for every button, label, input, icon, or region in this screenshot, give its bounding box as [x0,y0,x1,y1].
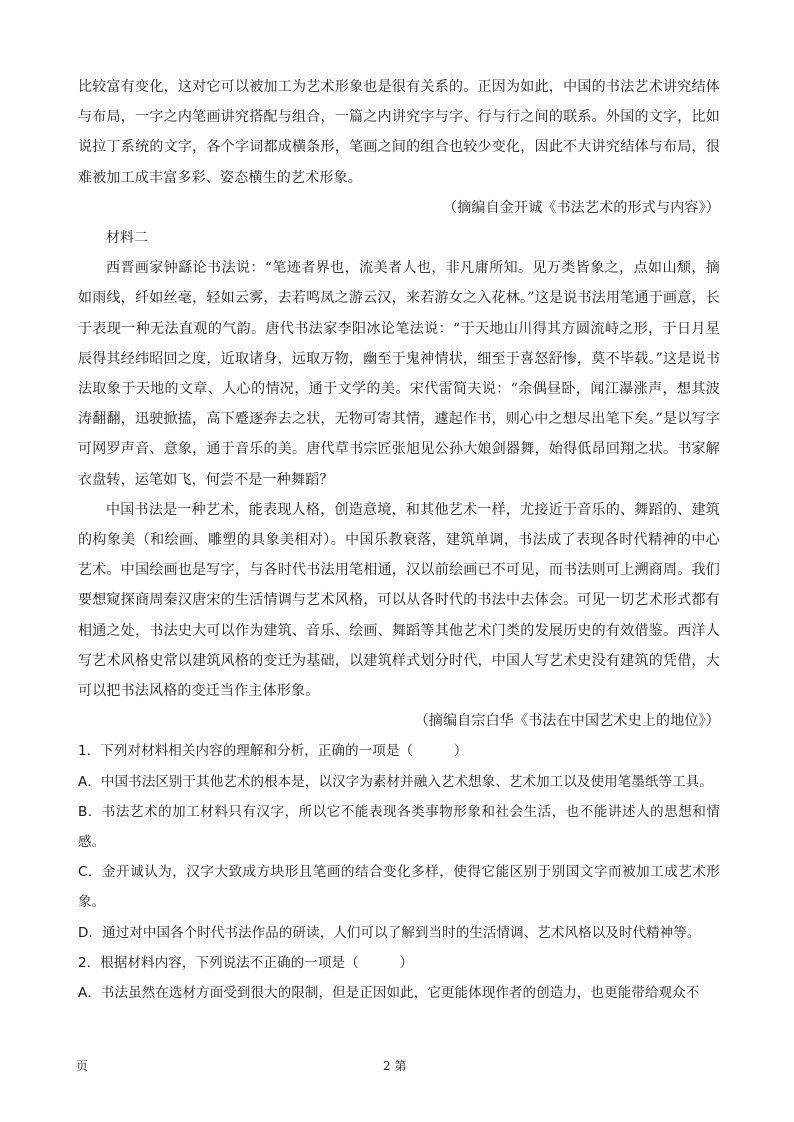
question-1-stem: 1．下列对材料相关内容的理解和分析，正确的一项是（ ） [78,743,468,760]
page-number: 2 第 [383,1059,407,1073]
question-1-option-d: D．通过对中国各个时代书法作品的研读，人们可以了解到当时的生活情调、艺术风格以及时代精神等。 [78,924,701,941]
document-body [78,72,720,1008]
question-1 [78,736,720,947]
question-2 [78,948,720,1008]
page-footer-left: 页 [76,1059,89,1073]
material2-paragraph-2: 中国书法是一种艺术，能表现人格，创造意境，和其他艺术一样，尤接近于音乐的、舞蹈的、建筑的构象美（和绘画、雕塑的具象美相对）。中国乐教衰落，建筑单调，书法成了表现各时代精神的中心艺术。中国绘画也是写字，与各时代书法用笔相通，汉以前绘画已不可见，而书法则可上溯商周。我们要想窥探商周秦汉唐宋的生活情调与艺术风格，可以从各时代的书法中去体会。可见一切艺术形式都有相通之处，书法史大可以作为建筑、音乐、绘画、舞蹈等其他艺术门类的发展历史的有效借鉴。西洋人写艺术风格史常以建筑风格的变迁为基础，以建筑样式划分时代，中国人写艺术史没有建筑的凭借，大可以把书法风格的变迁当作主体形象。 [78,501,720,700]
question-1-option-a: A．中国书法区别于其他艺术的根本是，以汉字为素材并融入艺术想象、艺术加工以及使用笔墨纸等工具。 [78,773,713,790]
material1-continuation: 比较富有变化，这对它可以被加工为艺术形象也是很有关系的。正因为如此，中国的书法艺术讲究结体与布局，一字之内笔画讲究搭配与组合，一篇之内讲究字与字、行与行之间的联系。外国的文字，比如说拉丁系统的文字，各个字词都成横条形，笔画之间的组合也较少变化，因此不大讲究结体与布局，很难被加工成丰富多彩、姿态横生的艺术形象。 [78,79,720,186]
question-2-option-a: A．书法虽然在选材方面受到很大的限制，但是正因如此，它更能体现作者的创造力，也更能带给观众不 [78,985,700,1002]
material2-paragraph-1: 西晋画家钟繇论书法说：“笔迹者界也，流美者人也，非凡庸所知。见万类皆象之，点如山颓，摘如雨线，纤如丝毫，轻如云雾，去若鸣凤之游云汉，来若游女之入花林。”这是说书法用笔通于画意，长于表现一种无法直观的气韵。唐代书法家李阳冰论笔法说：“于天地山川得其方圆流峙之形，于日月星辰得其经纬昭回之度，近取诸身，远取万物，幽至于鬼神情状，细至于喜怒舒惨，莫不毕载。”这是说书法取象于天地的文章、人心的情况，通于文学的美。宋代雷简夫说：“余偶昼卧，闻江瀑涨声，想其波涛翻翻，迅驶掀搕，高下蹙逐奔去之状，无物可寄其情，遽起作书，则心中之想尽出笔下矣。”是以写字可网罗声音、意象，通于音乐的美。唐代草书宗匠张旭见公孙大娘剑器舞，始得低昂回翔之状。书家解衣盘转，运笔如飞，何尝不是一种舞蹈？ [78,260,720,488]
question-1-option-c: C．金开诚认为，汉字大致成方块形且笔画的结合变化多样，使得它能区别于别国文字而被加工成艺术形象。 [78,864,720,911]
material2-source: （摘编自宗白华《书法在中国艺术史上的地位》） [414,713,720,730]
material1-source: （摘编自金开诚《书法艺术的形式与内容》） [443,199,720,216]
material2-heading: 材料二 [106,230,148,247]
question-1-option-b: B．书法艺术的加工材料只有汉字，所以它不能表现各类事物形象和社会生活，也不能讲述人的思想和情感。 [78,803,720,851]
question-2-stem: 2．根据材料内容，下列说法不正确的一项是（ ） [78,954,414,971]
